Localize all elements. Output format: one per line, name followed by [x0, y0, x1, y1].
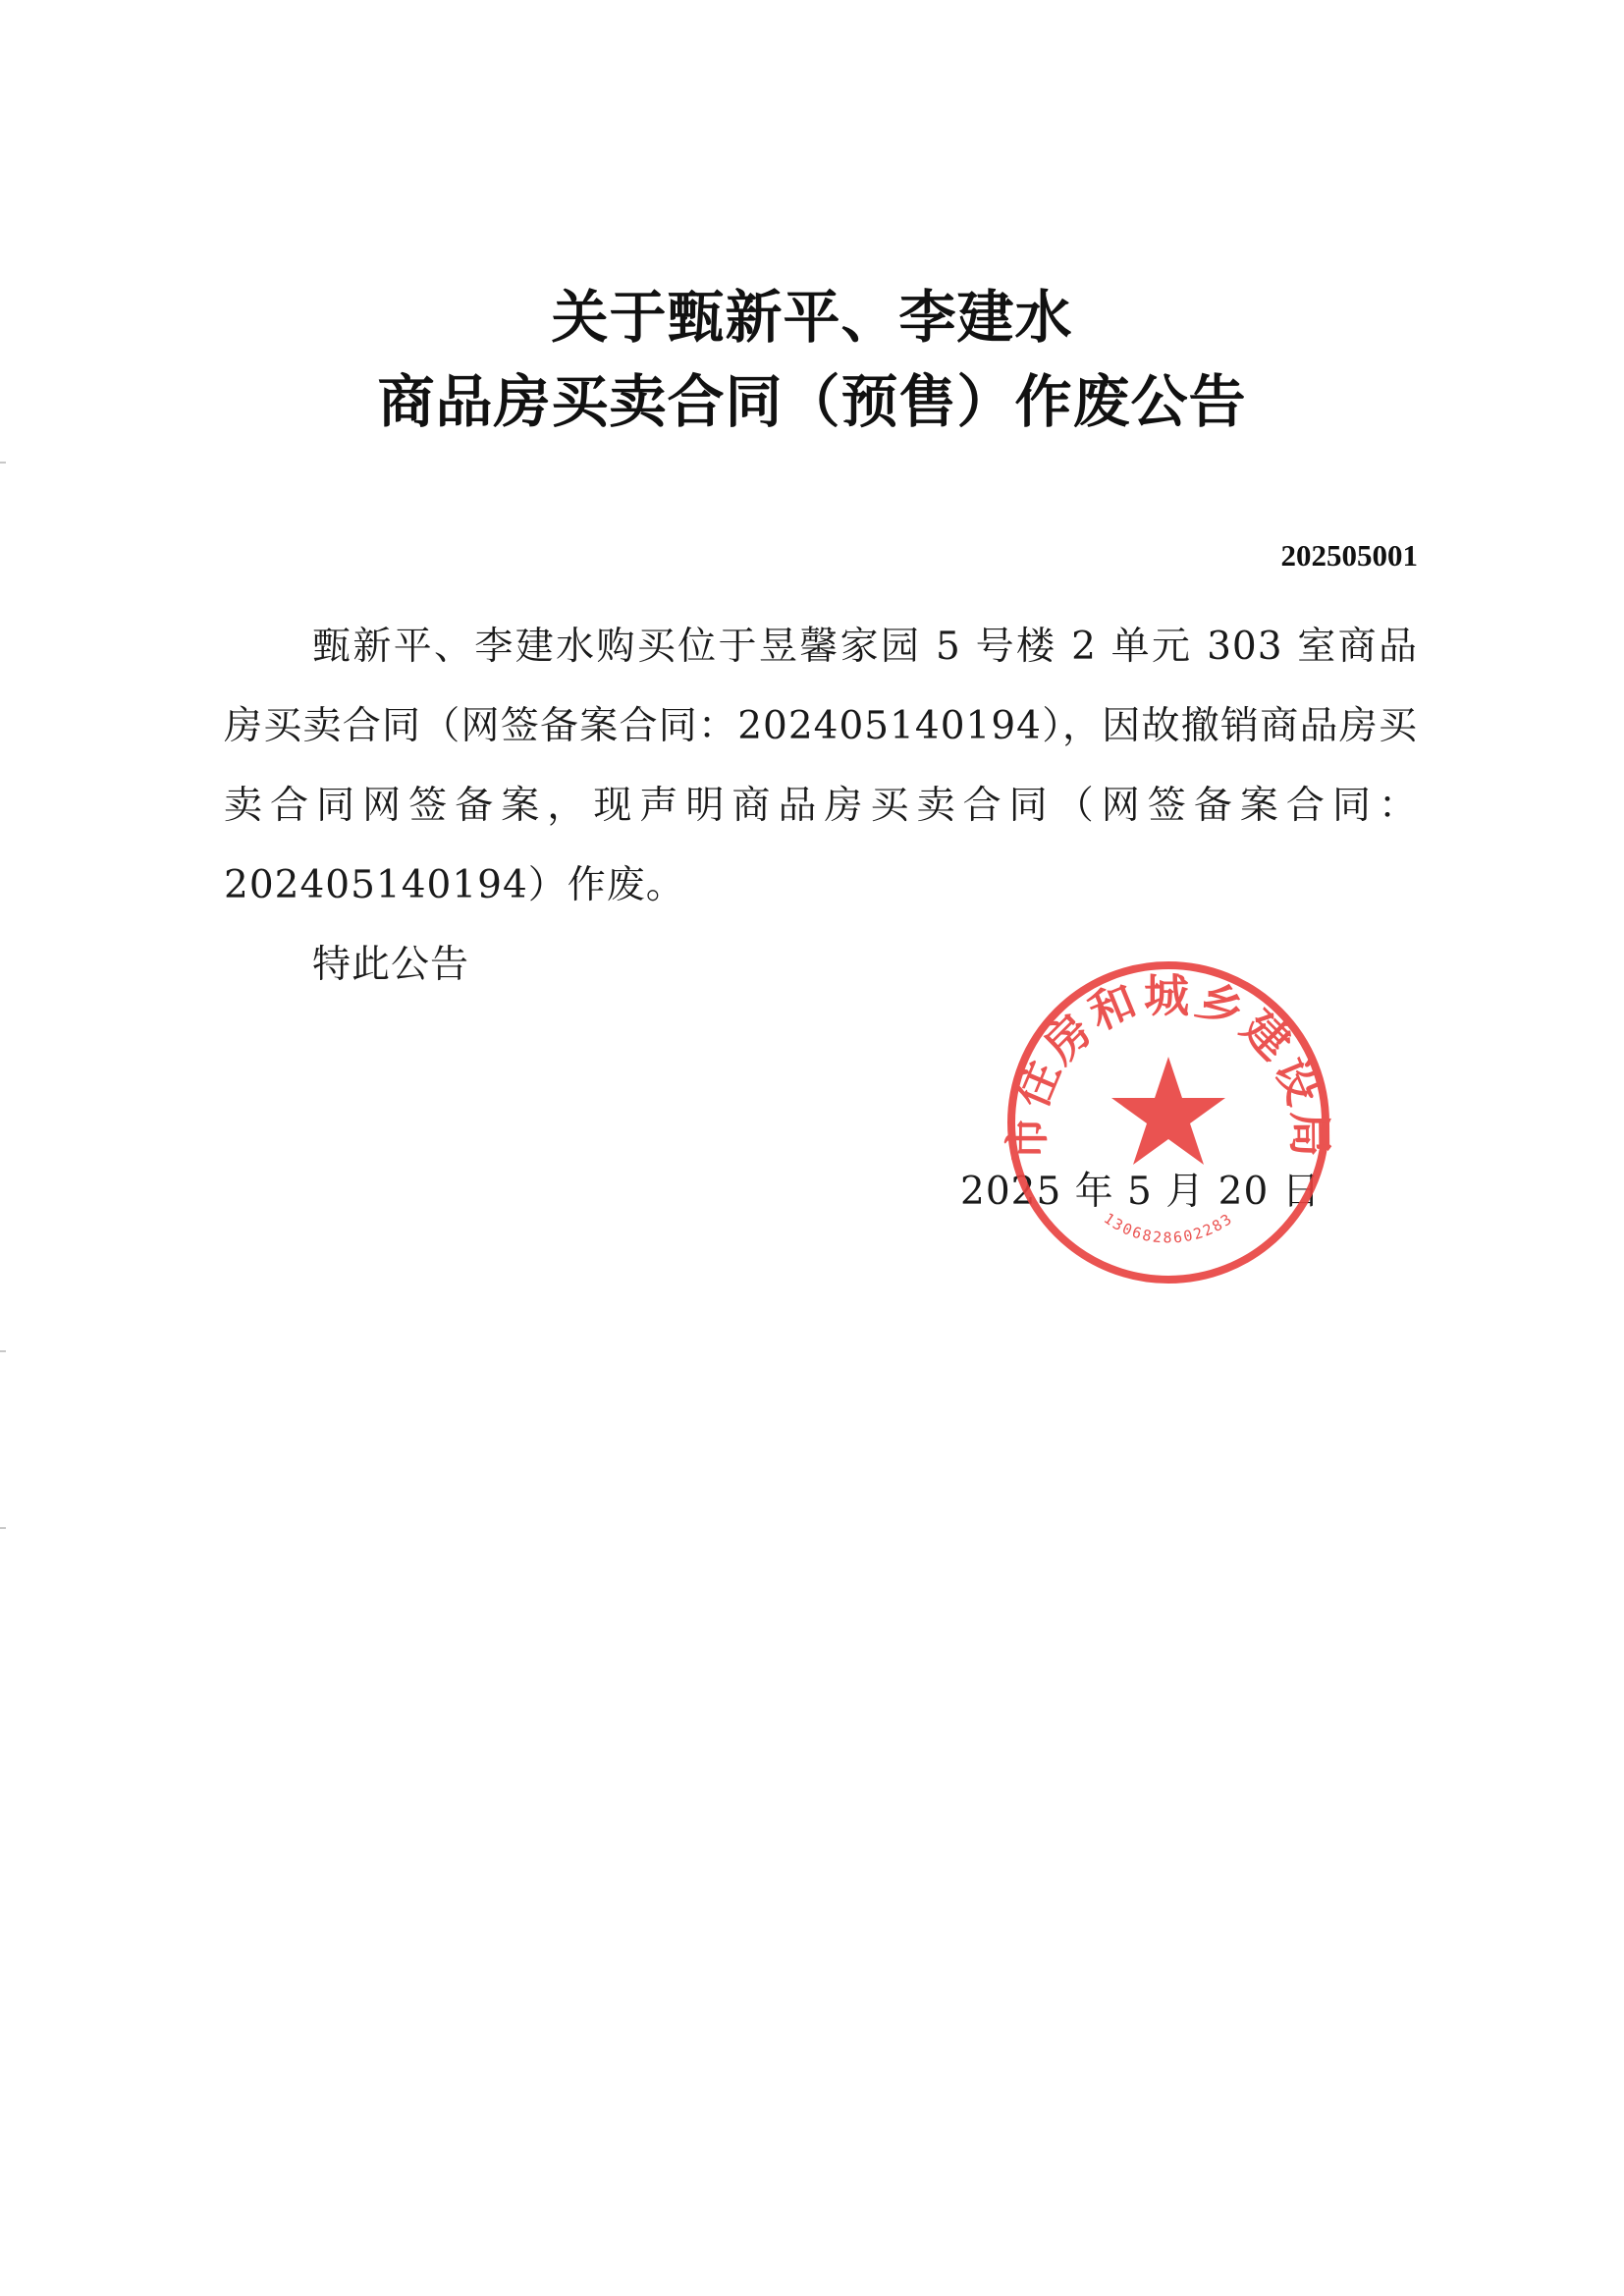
document-title	[0, 275, 1624, 444]
scan-edge-mark	[0, 1527, 6, 1529]
seal-text: 市住房和城乡建设局	[1000, 968, 1337, 1162]
title-line-1: 关于甄新平、李建水	[551, 284, 1073, 351]
document-number: 202505001	[1280, 538, 1418, 573]
issue-date: 2025 年 5 月 20 日	[960, 1170, 1322, 1214]
document-body	[224, 607, 1418, 1005]
title-line-2: 商品房买卖合同（预售）作废公告	[377, 368, 1247, 435]
announcement-paragraph: 甄新平、李建水购买位于昱馨家园 5 号楼 2 单元 303 室商品房买卖合同（网签备案合同：202405140194），因故撤销商品房买卖合同网签备案，现声明商品房买卖合同（网签备案合同：202405140194）作废。	[224, 625, 1418, 907]
seal-number: 1306828602283	[1100, 1209, 1237, 1247]
scan-edge-mark	[0, 1350, 6, 1352]
scan-edge-mark	[0, 462, 6, 464]
seal-star-icon	[1111, 1057, 1225, 1165]
closing-phrase: 特此公告	[312, 943, 470, 987]
